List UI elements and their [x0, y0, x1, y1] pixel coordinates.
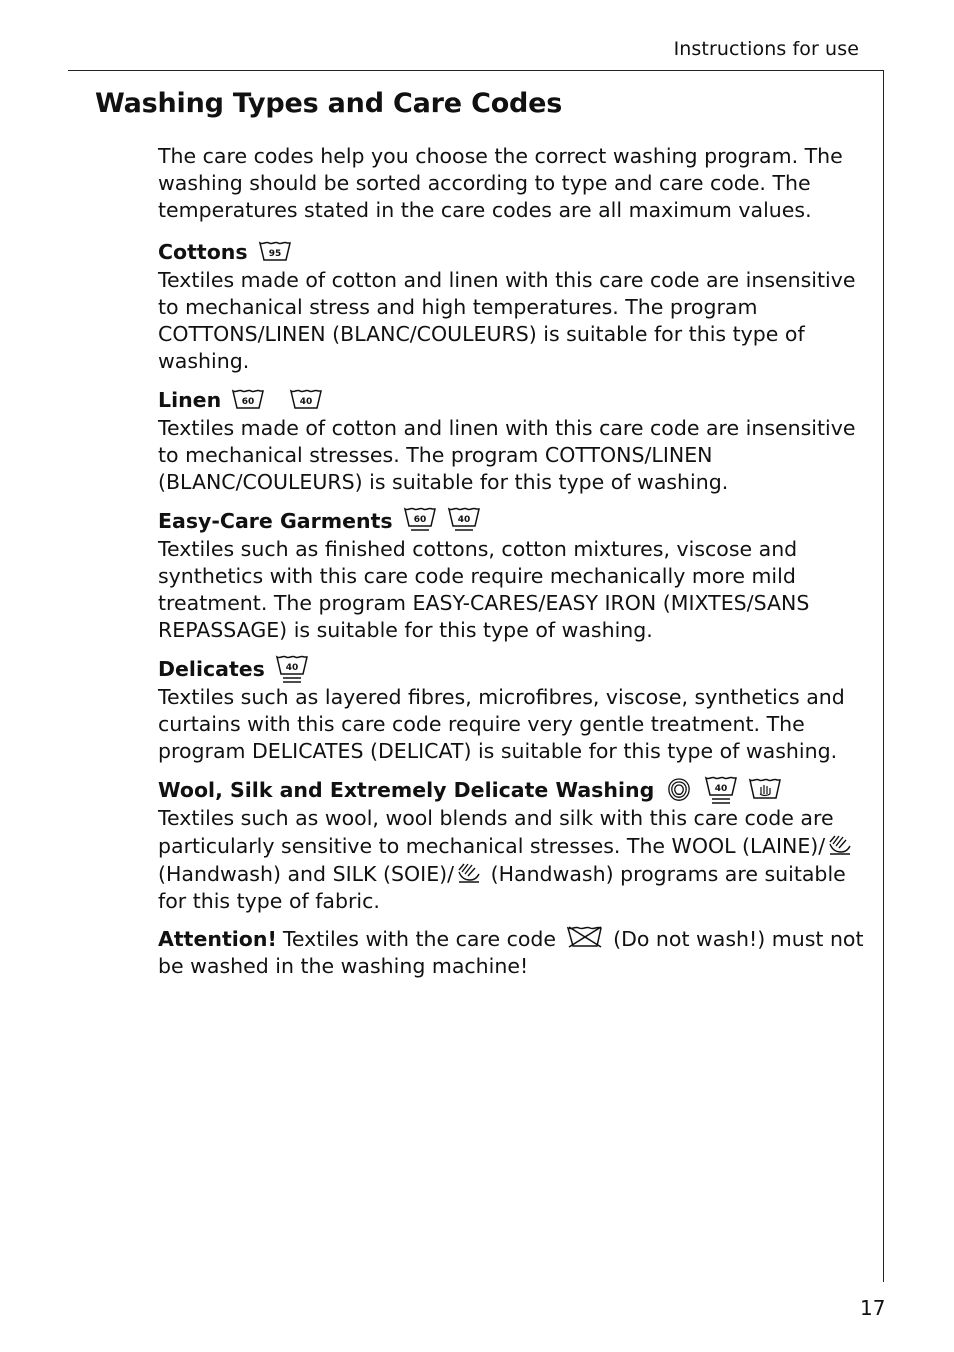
section-body: Textiles made of cotton and linen with this care code are insensitive to mechanical stresses. The program COTTONS/LINEN (BLANC/COULEURS) is suitable for this type of washing. — [158, 416, 856, 494]
attention-text-before: Textiles with the care code — [282, 927, 563, 951]
care-code-sections — [158, 237, 864, 915]
section-body: Textiles such as layered fibres, microfibres, viscose, synthetics and curtains with this care code require very gentle treatment. The program DELICATES (DELICAT) is suitable for this type of washing. — [158, 685, 845, 763]
section-body-text: (Handwash) and SILK (SOIE)/ — [158, 862, 455, 886]
section-heading — [158, 237, 864, 267]
section-body-text: Textiles such as wool, wool blends and silk with this care code are particularly sensitive to mechanical stresses. The WOOL (LAINE)/ — [158, 806, 834, 858]
header-rule — [68, 70, 884, 71]
svg-text:40: 40 — [285, 663, 299, 673]
handwash-program-icon — [456, 860, 482, 884]
do-not-wash-icon — [565, 925, 605, 949]
svg-text:60: 60 — [241, 397, 255, 407]
section-body: Textiles such as finished cottons, cotton mixtures, viscose and synthetics with this care code require mechanically more mild treatment. The program EASY-CARES/EASY IRON (MIXTES/SANS REPASSAGE) is suitable for this type of washing. — [158, 537, 810, 642]
page-content — [158, 143, 864, 980]
section-heading — [158, 654, 864, 684]
washtub-bar-icon — [447, 506, 481, 536]
running-header: Instructions for use — [673, 38, 859, 60]
section-heading-label: Easy-Care Garments — [158, 509, 393, 533]
attention-label: Attention! — [158, 927, 277, 951]
wool-mark-icon — [664, 776, 694, 804]
svg-text:40: 40 — [457, 515, 470, 525]
section-heading — [158, 385, 864, 415]
washtub-double-bar-icon — [704, 775, 738, 805]
washtub-icon — [231, 388, 265, 412]
section-heading — [158, 506, 864, 536]
svg-text:60: 60 — [413, 515, 426, 525]
page-title: Washing Types and Care Codes — [95, 88, 563, 119]
svg-text:40: 40 — [299, 397, 313, 407]
washtub-double-bar-icon — [275, 654, 309, 684]
intro-paragraph: The care codes help you choose the correct washing program. The washing should be sorted according to type and care code. The temperatures stated in the care codes are all maximum values. — [158, 144, 843, 222]
section-heading-label: Wool, Silk and Extremely Delicate Washing — [158, 778, 655, 802]
section-3 — [158, 654, 864, 765]
washtub-icon — [258, 240, 292, 264]
section-body: Textiles made of cotton and linen with this care code are insensitive to mechanical stress and high temperatures. The program COTTONS/LINEN (BLANC/COULEURS) is suitable for this type of washing. — [158, 268, 856, 373]
washtub-icon — [289, 388, 323, 412]
section-heading-label: Linen — [158, 388, 222, 412]
section-4 — [158, 775, 864, 915]
page-number: 17 — [860, 1296, 886, 1320]
svg-text:40: 40 — [715, 784, 728, 794]
section-2 — [158, 506, 864, 644]
attention-note — [158, 925, 864, 980]
section-heading-label: Cottons — [158, 240, 248, 264]
margin-rule — [883, 70, 884, 1282]
section-body — [158, 805, 864, 915]
section-0 — [158, 237, 864, 375]
section-body-text: (Handwash) programs are suitable for this type of fabric. — [158, 862, 846, 913]
section-1 — [158, 385, 864, 496]
svg-text:95: 95 — [268, 249, 281, 259]
washtub-bar-icon — [403, 506, 437, 536]
handwash-program-icon — [827, 832, 853, 856]
attention-text-after: (Do not wash!) must not be washed in the washing machine! — [158, 927, 864, 978]
section-heading — [158, 775, 864, 805]
section-heading-label: Delicates — [158, 657, 265, 681]
handwash-icon — [748, 777, 782, 803]
